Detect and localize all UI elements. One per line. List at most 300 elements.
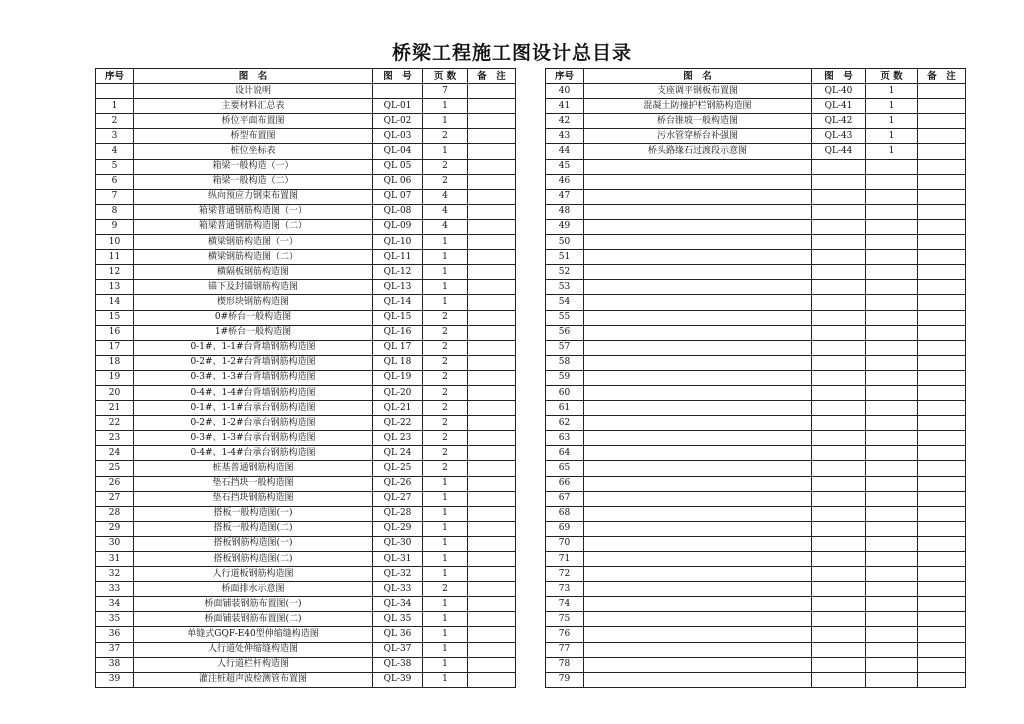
table-row <box>96 446 516 461</box>
cell-code <box>812 491 866 506</box>
table-row <box>546 174 966 189</box>
cell-name <box>584 476 812 491</box>
cell-seq: 64 <box>546 446 584 461</box>
cell-note <box>918 476 966 491</box>
table-row <box>546 159 966 174</box>
cell-code <box>812 461 866 476</box>
cell-pages <box>866 235 918 250</box>
cell-name <box>584 672 812 687</box>
cell-name: 桩基普通钢筋构造图 <box>134 461 373 476</box>
table-row <box>96 340 516 355</box>
cell-pages <box>866 385 918 400</box>
cell-seq: 69 <box>546 521 584 536</box>
cell-note <box>918 657 966 672</box>
cell-name <box>584 582 812 597</box>
cell-pages <box>866 627 918 642</box>
cell-code: QL-29 <box>373 521 423 536</box>
cell-code: QL 05 <box>373 159 423 174</box>
table-row <box>546 612 966 627</box>
table-row <box>546 672 966 687</box>
page-title: 桥梁工程施工图设计总目录 <box>391 42 632 64</box>
cell-note <box>918 642 966 657</box>
cell-seq: 61 <box>546 401 584 416</box>
cell-code <box>812 582 866 597</box>
cell-note <box>468 144 516 159</box>
cell-code: QL-26 <box>373 476 423 491</box>
cell-code <box>812 536 866 551</box>
cell-name <box>584 385 812 400</box>
table-row <box>546 536 966 551</box>
cell-name: 0-4#、1-4#台背墙钢筋构造图 <box>134 385 373 400</box>
cell-name: 设计说明 <box>134 84 373 99</box>
table-row <box>546 627 966 642</box>
cell-code <box>812 250 866 265</box>
cell-seq: 21 <box>96 401 134 416</box>
cell-pages: 2 <box>423 385 468 400</box>
cell-name <box>584 657 812 672</box>
drawing-index-table-right <box>545 68 966 688</box>
cell-pages: 1 <box>423 99 468 114</box>
cell-pages: 1 <box>423 552 468 567</box>
cell-pages: 1 <box>866 84 918 99</box>
cell-note <box>468 250 516 265</box>
cell-note <box>468 597 516 612</box>
cell-pages: 1 <box>423 657 468 672</box>
cell-pages: 2 <box>423 582 468 597</box>
cell-note <box>468 657 516 672</box>
cell-note <box>918 84 966 99</box>
cell-note <box>918 491 966 506</box>
cell-code <box>812 385 866 400</box>
cell-code: QL 07 <box>373 189 423 204</box>
cell-pages <box>866 506 918 521</box>
cell-code <box>812 204 866 219</box>
cell-note <box>918 189 966 204</box>
cell-pages: 1 <box>423 250 468 265</box>
cell-note <box>468 506 516 521</box>
cell-code: QL-11 <box>373 250 423 265</box>
cell-name <box>584 401 812 416</box>
cell-pages <box>866 446 918 461</box>
cell-pages: 2 <box>423 446 468 461</box>
cell-pages: 4 <box>423 219 468 234</box>
cell-note <box>468 521 516 536</box>
table-header-row <box>546 69 966 84</box>
table-row <box>546 280 966 295</box>
cell-pages <box>866 401 918 416</box>
cell-code <box>812 627 866 642</box>
cell-name: 0-3#、1-3#台承台钢筋构造图 <box>134 431 373 446</box>
cell-name: 主要材料汇总表 <box>134 99 373 114</box>
cell-name: 垫石挡块钢筋构造图 <box>134 491 373 506</box>
cell-code: QL-33 <box>373 582 423 597</box>
cell-name <box>584 431 812 446</box>
cell-pages: 2 <box>423 340 468 355</box>
table-row <box>546 476 966 491</box>
cell-name <box>584 250 812 265</box>
table-row <box>96 385 516 400</box>
cell-seq: 73 <box>546 582 584 597</box>
cell-code <box>812 657 866 672</box>
cell-name <box>584 280 812 295</box>
cell-seq: 71 <box>546 552 584 567</box>
cell-code <box>812 370 866 385</box>
cell-seq: 10 <box>96 235 134 250</box>
cell-note <box>468 476 516 491</box>
cell-pages <box>866 461 918 476</box>
cell-code: QL-27 <box>373 491 423 506</box>
cell-code: QL-10 <box>373 235 423 250</box>
cell-name: 箱梁普通钢筋构造图（一） <box>134 204 373 219</box>
cell-pages: 1 <box>423 144 468 159</box>
cell-note <box>468 159 516 174</box>
cell-seq: 42 <box>546 114 584 129</box>
cell-seq: 32 <box>96 567 134 582</box>
cell-note <box>468 642 516 657</box>
cell-seq: 55 <box>546 310 584 325</box>
cell-pages: 1 <box>423 597 468 612</box>
cell-note <box>918 567 966 582</box>
cell-code <box>812 506 866 521</box>
cell-pages: 1 <box>423 280 468 295</box>
cell-seq: 12 <box>96 265 134 280</box>
cell-code: QL-09 <box>373 219 423 234</box>
table-row <box>546 506 966 521</box>
cell-name <box>584 355 812 370</box>
cell-pages: 1 <box>423 521 468 536</box>
cell-pages: 2 <box>423 461 468 476</box>
cell-code: QL-32 <box>373 567 423 582</box>
table-row <box>546 657 966 672</box>
cell-pages <box>866 612 918 627</box>
cell-code <box>812 642 866 657</box>
cell-code <box>812 401 866 416</box>
cell-code <box>812 310 866 325</box>
table-row <box>546 265 966 280</box>
cell-code <box>812 597 866 612</box>
cell-code: QL-14 <box>373 295 423 310</box>
cell-seq: 41 <box>546 99 584 114</box>
cell-pages <box>866 310 918 325</box>
cell-seq: 78 <box>546 657 584 672</box>
table-row <box>546 416 966 431</box>
table-row <box>96 265 516 280</box>
cell-seq: 56 <box>546 325 584 340</box>
cell-seq: 50 <box>546 235 584 250</box>
cell-note <box>468 431 516 446</box>
cell-note <box>918 672 966 687</box>
cell-pages: 1 <box>423 506 468 521</box>
table-row <box>546 144 966 159</box>
cell-seq: 44 <box>546 144 584 159</box>
cell-name <box>584 521 812 536</box>
cell-name: 支座调平钢板布置图 <box>584 84 812 99</box>
cell-pages <box>866 219 918 234</box>
cell-note <box>918 340 966 355</box>
cell-note <box>468 189 516 204</box>
cell-seq: 38 <box>96 657 134 672</box>
table-row <box>96 84 516 99</box>
cell-note <box>918 174 966 189</box>
cell-seq: 2 <box>96 114 134 129</box>
table-row <box>96 431 516 446</box>
cell-pages <box>866 280 918 295</box>
cell-pages <box>866 416 918 431</box>
cell-code: QL-43 <box>812 129 866 144</box>
cell-note <box>918 159 966 174</box>
cell-seq: 8 <box>96 204 134 219</box>
cell-pages <box>866 355 918 370</box>
table-row <box>96 536 516 551</box>
cell-seq: 77 <box>546 642 584 657</box>
cell-code: QL 35 <box>373 612 423 627</box>
table-row <box>96 521 516 536</box>
header-pages: 页 数 <box>423 69 468 84</box>
cell-name: 人行道栏杆构造图 <box>134 657 373 672</box>
table-row <box>96 612 516 627</box>
cell-pages: 1 <box>423 567 468 582</box>
cell-pages: 4 <box>423 189 468 204</box>
cell-code: QL 24 <box>373 446 423 461</box>
cell-name: 桥位平面布置图 <box>134 114 373 129</box>
table-row <box>96 189 516 204</box>
cell-note <box>468 461 516 476</box>
cell-code <box>812 174 866 189</box>
cell-pages: 2 <box>423 431 468 446</box>
cell-pages: 2 <box>423 325 468 340</box>
cell-name <box>584 627 812 642</box>
cell-name: 搭板钢筋构造图(二) <box>134 552 373 567</box>
cell-name: 桥面铺装钢筋布置图(一) <box>134 597 373 612</box>
cell-code <box>812 189 866 204</box>
cell-pages: 1 <box>423 265 468 280</box>
cell-name: 垫石挡块一般构造图 <box>134 476 373 491</box>
cell-name <box>584 491 812 506</box>
cell-pages: 1 <box>866 144 918 159</box>
cell-code <box>812 446 866 461</box>
header-code: 图 号 <box>812 69 866 84</box>
table-row <box>96 582 516 597</box>
cell-note <box>918 280 966 295</box>
cell-seq: 26 <box>96 476 134 491</box>
cell-name <box>584 219 812 234</box>
cell-name: 0#桥台一般构造图 <box>134 310 373 325</box>
table-row <box>546 552 966 567</box>
cell-note <box>468 99 516 114</box>
cell-seq: 28 <box>96 506 134 521</box>
table-row <box>546 325 966 340</box>
cell-seq: 25 <box>96 461 134 476</box>
table-row <box>546 567 966 582</box>
cell-code <box>812 159 866 174</box>
cell-note <box>918 627 966 642</box>
cell-code <box>812 521 866 536</box>
cell-pages <box>866 295 918 310</box>
cell-name <box>584 536 812 551</box>
cell-seq: 60 <box>546 385 584 400</box>
cell-name: 楔形块钢筋构造图 <box>134 295 373 310</box>
cell-note <box>918 204 966 219</box>
cell-pages: 7 <box>423 84 468 99</box>
cell-note <box>918 265 966 280</box>
table-row <box>96 219 516 234</box>
header-name: 图 名 <box>584 69 812 84</box>
cell-pages: 1 <box>866 129 918 144</box>
cell-pages <box>866 431 918 446</box>
cell-name: 0-1#、1-1#台承台钢筋构造图 <box>134 401 373 416</box>
cell-note <box>918 235 966 250</box>
cell-pages: 2 <box>423 416 468 431</box>
cell-name <box>584 597 812 612</box>
cell-note <box>918 461 966 476</box>
cell-name <box>584 461 812 476</box>
cell-note <box>468 129 516 144</box>
cell-pages: 4 <box>423 204 468 219</box>
cell-seq: 13 <box>96 280 134 295</box>
drawing-index-table-left <box>95 68 516 688</box>
cell-code: QL-25 <box>373 461 423 476</box>
cell-pages: 2 <box>423 174 468 189</box>
cell-seq: 22 <box>96 416 134 431</box>
cell-pages <box>866 582 918 597</box>
cell-code: QL-38 <box>373 657 423 672</box>
cell-seq: 6 <box>96 174 134 189</box>
cell-pages <box>866 265 918 280</box>
table-row <box>546 491 966 506</box>
cell-name <box>584 642 812 657</box>
cell-pages <box>866 204 918 219</box>
cell-name: 单缝式GQF-E40型伸缩缝构造图 <box>134 627 373 642</box>
cell-name: 混凝土防撞护栏钢筋构造图 <box>584 99 812 114</box>
cell-pages <box>866 552 918 567</box>
cell-seq: 20 <box>96 385 134 400</box>
cell-code: QL-37 <box>373 642 423 657</box>
cell-seq: 68 <box>546 506 584 521</box>
cell-note <box>468 280 516 295</box>
cell-name <box>584 159 812 174</box>
cell-seq: 57 <box>546 340 584 355</box>
cell-pages <box>866 536 918 551</box>
cell-name <box>584 416 812 431</box>
cell-name: 人行道板钢筋构造图 <box>134 567 373 582</box>
table-row <box>96 295 516 310</box>
cell-note <box>918 144 966 159</box>
table-row <box>546 597 966 612</box>
cell-seq: 63 <box>546 431 584 446</box>
cell-pages <box>866 672 918 687</box>
cell-note <box>918 250 966 265</box>
cell-code <box>812 325 866 340</box>
cell-note <box>468 416 516 431</box>
cell-name: 0-1#、1-1#台背墙钢筋构造图 <box>134 340 373 355</box>
cell-pages: 2 <box>423 355 468 370</box>
cell-note <box>468 235 516 250</box>
cell-code: QL-31 <box>373 552 423 567</box>
cell-pages <box>866 642 918 657</box>
cell-note <box>468 491 516 506</box>
header-code: 图 号 <box>373 69 423 84</box>
cell-seq: 17 <box>96 340 134 355</box>
cell-name <box>584 174 812 189</box>
table-row <box>546 431 966 446</box>
table-row <box>546 295 966 310</box>
table-row <box>96 597 516 612</box>
cell-name: 横梁钢筋构造图（一） <box>134 235 373 250</box>
cell-code <box>812 476 866 491</box>
cell-code: QL-42 <box>812 114 866 129</box>
cell-name <box>584 506 812 521</box>
table-row <box>546 129 966 144</box>
cell-seq: 52 <box>546 265 584 280</box>
cell-name: 箱梁普通钢筋构造图（二） <box>134 219 373 234</box>
table-row <box>546 582 966 597</box>
cell-seq: 75 <box>546 612 584 627</box>
cell-seq: 1 <box>96 99 134 114</box>
cell-name <box>584 189 812 204</box>
cell-name: 桥型布置图 <box>134 129 373 144</box>
cell-name: 桥面排水示意图 <box>134 582 373 597</box>
table-row <box>96 159 516 174</box>
table-row <box>546 310 966 325</box>
table-row <box>96 310 516 325</box>
cell-note <box>918 129 966 144</box>
cell-pages <box>866 325 918 340</box>
cell-name: 人行道处伸缩缝构造图 <box>134 642 373 657</box>
table-row <box>96 235 516 250</box>
cell-note <box>918 355 966 370</box>
cell-seq: 19 <box>96 370 134 385</box>
cell-code <box>812 235 866 250</box>
cell-seq: 79 <box>546 672 584 687</box>
cell-name <box>584 235 812 250</box>
table-row <box>546 235 966 250</box>
cell-code: QL-02 <box>373 114 423 129</box>
table-row <box>96 506 516 521</box>
cell-note <box>468 355 516 370</box>
cell-name: 锚下及封锚钢筋构造图 <box>134 280 373 295</box>
cell-pages: 1 <box>423 642 468 657</box>
cell-pages: 1 <box>423 536 468 551</box>
cell-note <box>468 295 516 310</box>
cell-note <box>918 114 966 129</box>
table-row <box>96 99 516 114</box>
cell-pages <box>866 370 918 385</box>
cell-name: 桥面铺装钢筋布置图(二) <box>134 612 373 627</box>
cell-note <box>468 370 516 385</box>
cell-pages <box>866 250 918 265</box>
cell-note <box>468 672 516 687</box>
cell-code: QL-22 <box>373 416 423 431</box>
cell-seq: 14 <box>96 295 134 310</box>
table-row <box>96 672 516 687</box>
cell-pages: 1 <box>423 114 468 129</box>
cell-name: 搭板一般构造图(一) <box>134 506 373 521</box>
cell-code: QL 18 <box>373 355 423 370</box>
cell-pages <box>866 597 918 612</box>
table-row <box>96 355 516 370</box>
table-row <box>96 416 516 431</box>
table-row <box>546 219 966 234</box>
cell-pages: 2 <box>423 370 468 385</box>
cell-note <box>468 310 516 325</box>
cell-name <box>584 567 812 582</box>
cell-code <box>812 552 866 567</box>
cell-code: QL-04 <box>373 144 423 159</box>
cell-code: QL-01 <box>373 99 423 114</box>
cell-seq: 74 <box>546 597 584 612</box>
cell-seq: 18 <box>96 355 134 370</box>
cell-name: 污水管穿桥台补强图 <box>584 129 812 144</box>
